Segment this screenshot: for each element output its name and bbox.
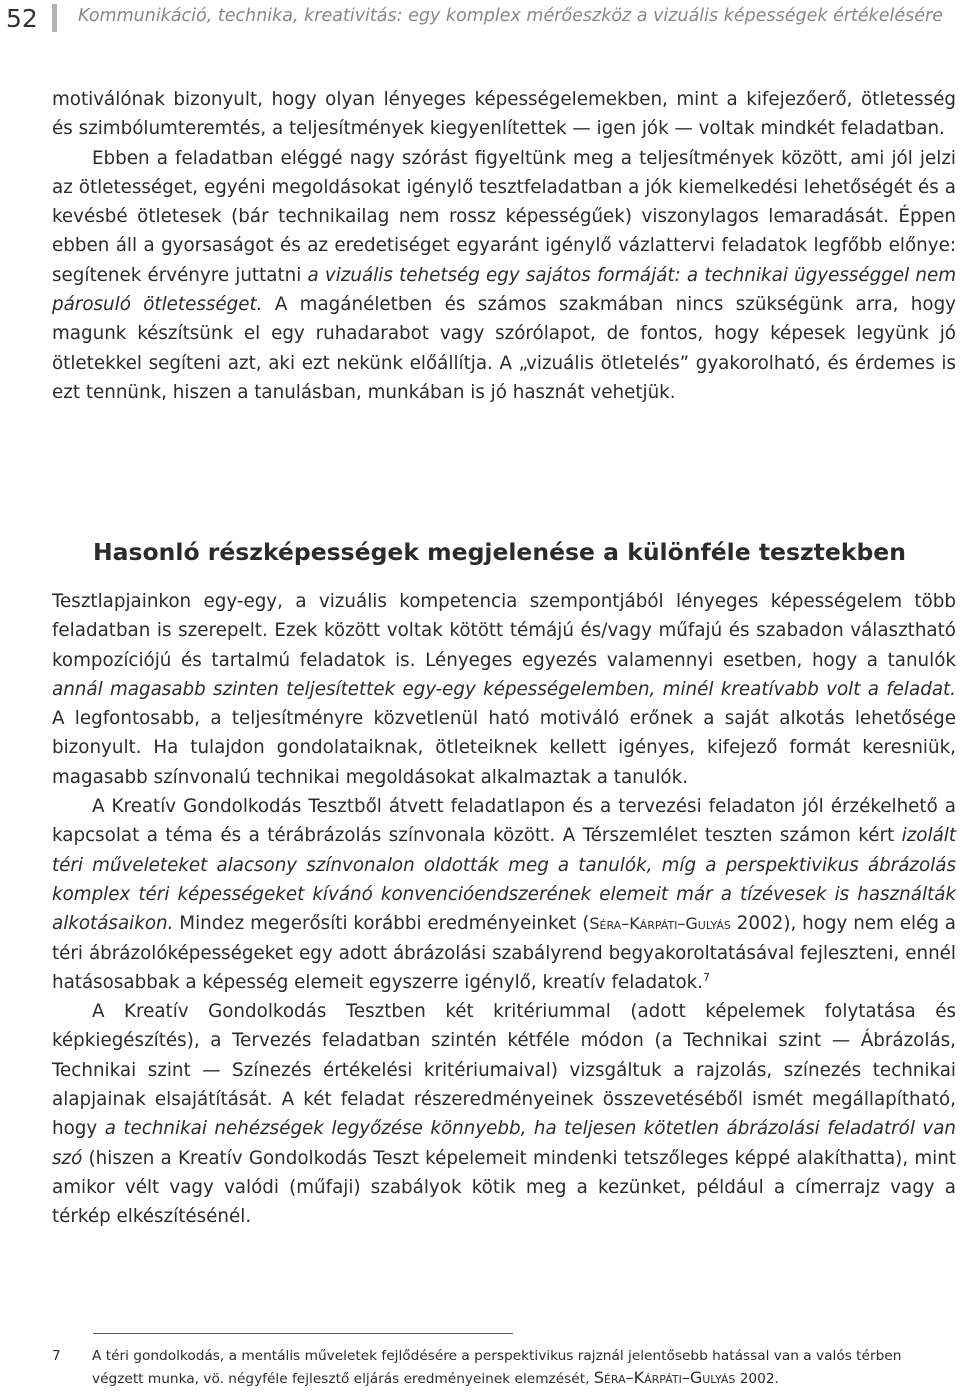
page-number: 52 xyxy=(6,4,38,33)
footnote-divider xyxy=(93,1333,513,1334)
body-text-top xyxy=(52,85,956,407)
emphasis: a technikai nehézségek legyőzése könnyebb, ha teljesen kötetlen ábrázolási feladatról van szó xyxy=(52,1118,956,1169)
footnote-reference[interactable]: 7 xyxy=(703,970,711,984)
emphasis: izolált téri műveleteket alacsony színvonalon oldották meg a tanulók, míg a perspektivikus ábrázolás komplex téri képességeket kívánó konvencióendszerének elemeit már a tízévesek is használták alkotásaikon. xyxy=(52,825,957,935)
paragraph-continuation: motiválónak bizonyult, hogy olyan lényeges képességelemekben, mint a kifejezőerő, ötletesség és szimbólumteremtés, a teljesítmények kiegyenlítettek — igen jók — voltak mindkét feladatban. xyxy=(52,89,956,140)
paragraph-spatial: A Kreatív Gondolkodás Tesztből átvett feladatlapon és a tervezési feladaton jól érzékelhető a kapcsolat a téma és a térábrázolás színvonala között. A Térszemlélet teszten számon kért izolált téri műveleteket alacsony színvonalon oldották meg a tanulók, míg a perspektivikus ábrázolás komplex téri képességeket kívánó konvencióendszerének elemeit már a tízévesek is használták alkotásaikon. Mindez megerősíti korábbi eredményeinket (Séra–Kárpáti–Gulyás 2002), hogy nem elég a téri ábrázolóképességeket egy adott ábrázolási szabályrend begyakoroltatásával fejleszteni, ennél hatásosabbak a képesség elemeit egyszerre igénylő, kreatív feladatok.$^7$ xyxy=(52,796,957,993)
author-citation: Séra–Kárpáti–Gulyás xyxy=(589,914,731,934)
paragraph-ideation: Ebben a feladatban eléggé nagy szórást figyeltünk meg a teljesítmények között, ami jól jelzi az ötletességet, egyéni megoldásokat igénylő tesztfeladatban a jók kiemelkedési lehetőségét és a kevésbé ötletesek (bár technikailag nem rossz képességűek) viszonylagos lemaradását. Éppen ebben áll a gyorsaságot és az eredetiséget egyaránt igénylő vázlattervi feladatok legfőbb előnye: segítenek érvényre juttatni a vizuális tehetség egy sajátos formáját: a technikai ügyességgel nem párosuló ötletességet. A magánéletben és számos szakmában nincs szükségünk arra, hogy magunk készítsünk el egy ruhadarabot vagy szórólapot, de fontos, hogy képesek legyünk jó ötletekkel segíteni azt, aki ezt nekünk előállítja. A „vizuális ötletelés” gyakorolható, és érdemes is ezt tennünk, hiszen a tanulásban, munkában is jó hasznát vehetjük. xyxy=(52,147,957,403)
paragraph-technique: A Kreatív Gondolkodás Tesztben két kritériummal (adott képelemek folytatása és képkiegészítés), a Tervezés feladatban szintén kétféle módon (a Technikai szint — Ábrázolás, Technikai szint — Színezés értékelési kritériumaival) vizsgáltuk a rajzolás, színezés technikai alapjainak elsajátítását. A két feladat részeredményeinek összevetéséből ismét megállapítható, hogy a technikai nehézségek legyőzése könnyebb, ha teljesen kötetlen ábrázolási feladatról van szó (hiszen a Kreatív Gondolkodás Teszt képelemeit mindenki tetszőleges képpé alakíthatta), mint amikor vélt vagy valódi (műfaji) szabályok kötik meg a kezünket, például a címerrajz vagy a térkép elkészítésénél. xyxy=(52,1001,956,1228)
emphasis: a vizuális tehetség egy sajátos formáját: a technikai ügyességgel nem párosuló ötletességet. xyxy=(52,264,957,316)
page-header xyxy=(0,0,960,40)
emphasis: annál magasabb szinten teljesítettek egy-egy képességelemben, minél kreatívabb volt a feladat. xyxy=(52,678,956,700)
paragraph-test-sheets: Tesztlapjainkon egy-egy, a vizuális kompetencia szempontjából lényeges képességelem több feladatban is szerepelt. Ezek között voltak kötött témájú és/vagy műfajú és szabadon választható kompozíciójú és tartalmú feladatok is. Lényeges egyezés valamennyi esetben, hogy a tanulók annál magasabb szinten teljesítettek egy-egy képességelemben, minél kreatívabb volt a feladat. A legfontosabb, a teljesítményre közvetlenül ható motiváló erőnek a saját alkotás lehetősége bizonyult. Ha tulajdon gondolataiknak, ötleteiknek kellett igényes, kifejező formát keresniük, magasabb színvonalú technikai megoldásokat alkalmaztak a tanulók. xyxy=(52,591,956,788)
footnote xyxy=(52,1345,956,1390)
section-heading: Hasonló részképességek megjelenése a különféle tesztekben xyxy=(93,538,906,566)
body-text-section xyxy=(52,587,956,1232)
author-citation: Séra–Kárpáti–Gulyás xyxy=(593,1368,736,1387)
header-divider xyxy=(52,4,57,32)
footnote-number: 7 xyxy=(52,1348,61,1364)
footnote-text: A téri gondolkodás, a mentális műveletek fejlődésére a perspektivikus rajznál jelentősebb hatással van a valós térben végzett munka, vö. négyféle fejlesztő eljárás eredményeinek elemzését, Séra–Kárpáti–Gulyás 2002. xyxy=(92,1348,902,1387)
running-title: Kommunikáció, technika, kreativitás: egy komplex mérőeszköz a vizuális képességek értékelésére xyxy=(78,6,944,26)
